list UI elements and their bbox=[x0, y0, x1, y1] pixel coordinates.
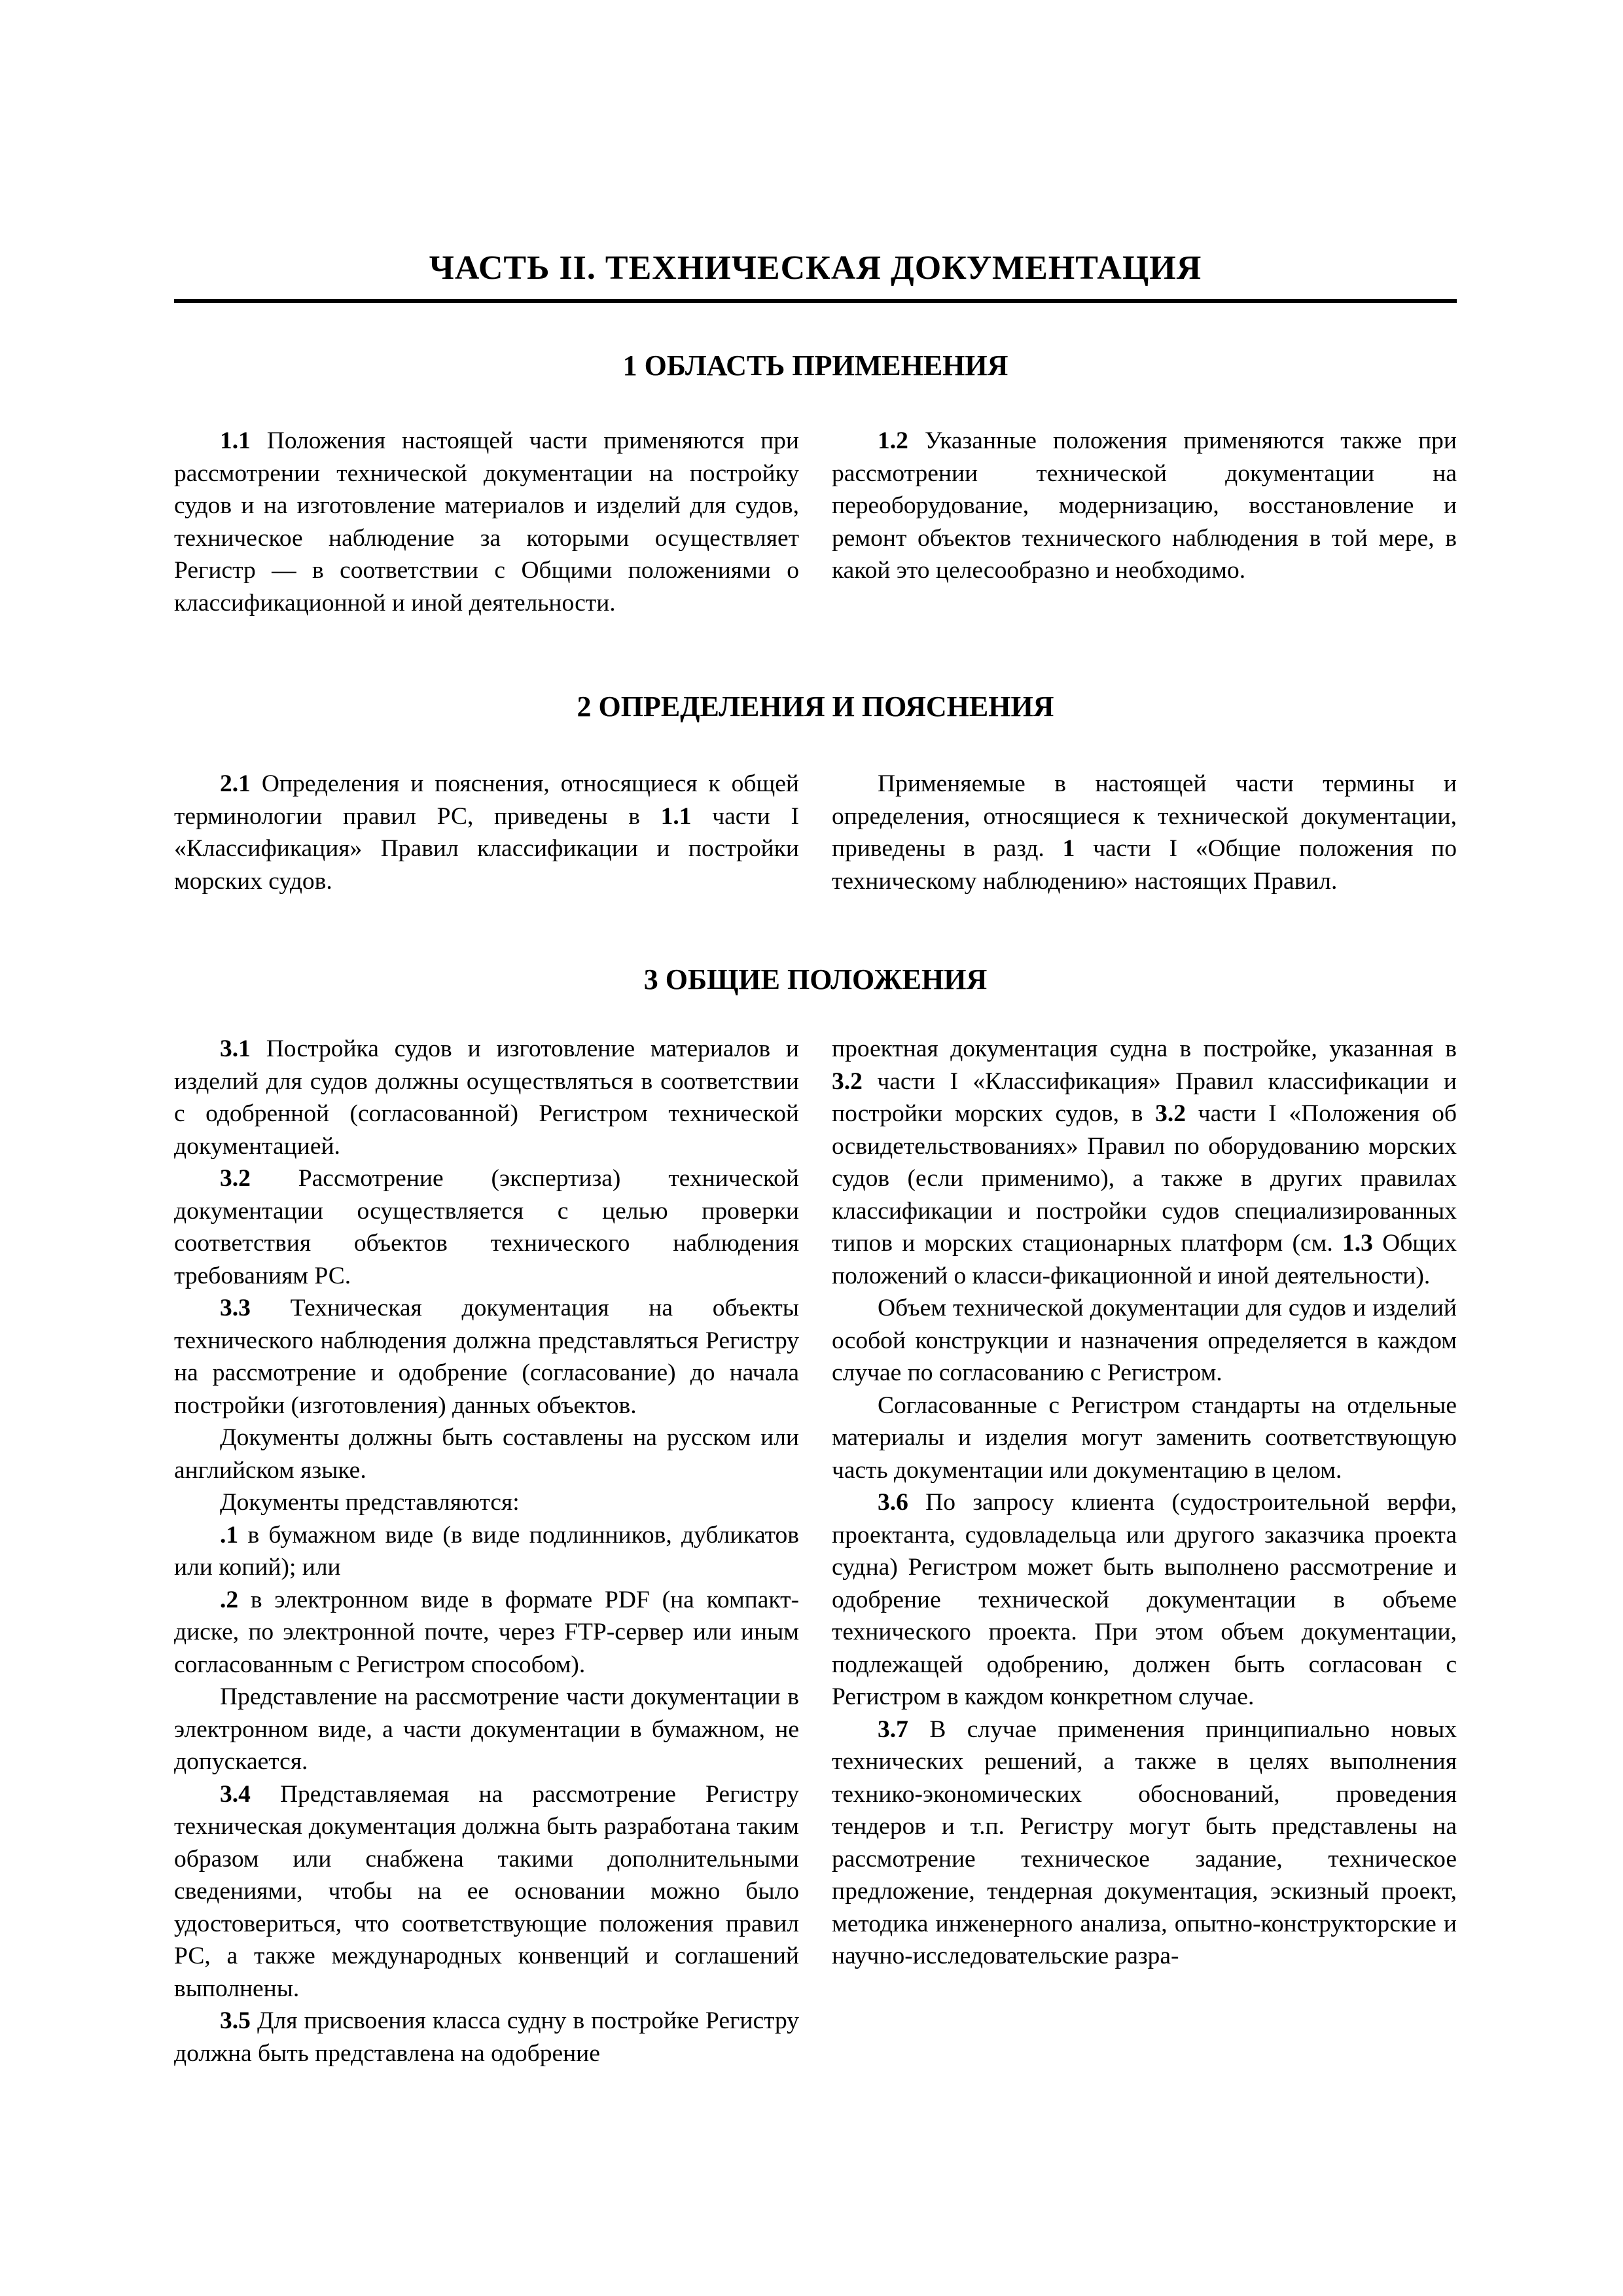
paragraph-3-5-continued: проектная документация судна в постройке, указанная в 3.2 части I «Классификация» Правил классификации и постройки морских судов, в 3.2 части I «Положения об освидетельствованиях» Правил по оборудованию морских судов (если применимо), а также в других правилах классификации и постройки судов специализированных типов и морских стационарных платформ (см. 1.3 Общих положений о класси-фикационной и иной деятельности). bbox=[832, 1035, 1457, 1289]
list-item-electronic: .2 в электронном виде в формате PDF (на компакт-диске, по электронной почте, через FTP-сервер или иным согласованным с Регистром способом). bbox=[174, 1586, 799, 1678]
section-title-2: 2 ОПРЕДЕЛЕНИЯ И ПОЯСНЕНИЯ bbox=[577, 691, 1054, 723]
paragraph-3-5: 3.5 Для присвоения класса судну в постройке Регистру должна быть представлена на одобрение bbox=[174, 2007, 799, 2067]
section-2-body bbox=[174, 768, 1457, 897]
paragraph-2-1: 2.1 Определения и пояснения, относящиеся к общей терминологии правил РС, приведены в 1.1 части I «Классификация» Правил классификации и постройки морских судов. bbox=[174, 770, 800, 895]
paragraph-3-5-standards: Согласованные с Регистром стандарты на отдельные материалы и изделия могут заменить соответствующую часть документации или документацию в целом. bbox=[832, 1391, 1457, 1484]
paragraph-1-2: 1.2 Указанные положения применяются также при рассмотрении технической документации на переоборудование, модернизацию, восстановление и ремонт объектов технического наблюдения в той мере, в какой это целесообразно и необходимо. bbox=[832, 427, 1457, 584]
right-column bbox=[832, 768, 1457, 897]
paragraph-3-1: 3.1 Постройка судов и изготовление материалов и изделий для судов должны осуществляться в соответствии с одобренной (согласованной) Регистром технической документацией. bbox=[174, 1035, 799, 1160]
paragraph-1-1: 1.1 Положения настоящей части применяются при рассмотрении технической документации на постройку судов и на изготовление материалов и изделий для судов, техническое наблюдение за которыми осуществляет Регистр — в соответствии с Общими положениями о классификационной и иной деятельности. bbox=[174, 427, 799, 617]
section-title-3: 3 ОБЩИЕ ПОЛОЖЕНИЯ bbox=[643, 963, 988, 996]
paragraph-3-6: 3.6 По запросу клиента (судостроительной верфи, проектанта, судовладельца или другого заказчика проекта судна) Регистром может быть выполнено рассмотрение и одобрение технической документации в объеме технического проекта. При этом объем документации, подлежащей одобрению, должен быть согласован с Регистром в каждом конкретном случае. bbox=[832, 1489, 1457, 1710]
paragraph-3-3-submission: Документы представляются: bbox=[220, 1489, 520, 1516]
left-column bbox=[174, 425, 799, 619]
paragraph-3-4: 3.4 Представляемая на рассмотрение Регистру техническая документация должна быть разработана таким образом или снабжена такими дополнительными сведениями, чтобы на ее основании можно было удостовериться, что соответствующие положения правил РС, а также международных конвенций и соглашений выполнены. bbox=[174, 1780, 799, 2002]
section-1-body bbox=[174, 425, 1457, 619]
left-column bbox=[174, 1033, 799, 2070]
section-title-1: 1 ОБЛАСТЬ ПРИМЕНЕНИЯ bbox=[622, 350, 1008, 382]
list-item-paper: .1 в бумажном виде (в виде подлинников, дубликатов или копий); или bbox=[174, 1521, 799, 1581]
paragraph-3-7: 3.7 В случае применения принципиально новых технических решений, а также в целях выполнения технико-экономических обоснований, проведения тендеров и т.п. Регистру могут быть представлены на рассмотрение техническое задание, техническое предложение, тендерная документация, эскизный проект, методика инженерного анализа, опытно-конструкторские и научно-исследовательские разра- bbox=[832, 1715, 1457, 1969]
document-page bbox=[174, 249, 1457, 2070]
paragraph-3-3-language: Документы должны быть составлены на русском или английском языке. bbox=[174, 1424, 799, 1484]
paragraph-3-3: 3.3 Техническая документация на объекты технического наблюдения должна представляться Регистру на рассмотрение и одобрение (согласование) до начала постройки (изготовления) данных объектов. bbox=[174, 1295, 799, 1419]
paragraph-3-2: 3.2 Рассмотрение (экспертиза) технической документации осуществляется с целью проверки соответствия объектов технического наблюдения требованиям РС. bbox=[174, 1165, 799, 1289]
left-column bbox=[174, 768, 799, 897]
paragraph-3-5-scope: Объем технической документации для судов и изделий особой конструкции и назначения определяется в каждом случае по согласованию с Регистром. bbox=[832, 1295, 1457, 1386]
part-title: ЧАСТЬ II. ТЕХНИЧЕСКАЯ ДОКУМЕНТАЦИЯ bbox=[174, 249, 1457, 303]
right-column bbox=[832, 1033, 1457, 2070]
paragraph-3-3-mixed: Представление на рассмотрение части документации в электронном виде, а части документации в бумажном, не допускается. bbox=[174, 1683, 799, 1775]
paragraph-2-terms: Применяемые в настоящей части термины и определения, относящиеся к технической документации, приведены в разд. 1 части I «Общие положения по техническому наблюдению» настоящих Правил. bbox=[832, 770, 1457, 895]
right-column bbox=[832, 425, 1457, 619]
section-3-body bbox=[174, 1033, 1457, 2070]
